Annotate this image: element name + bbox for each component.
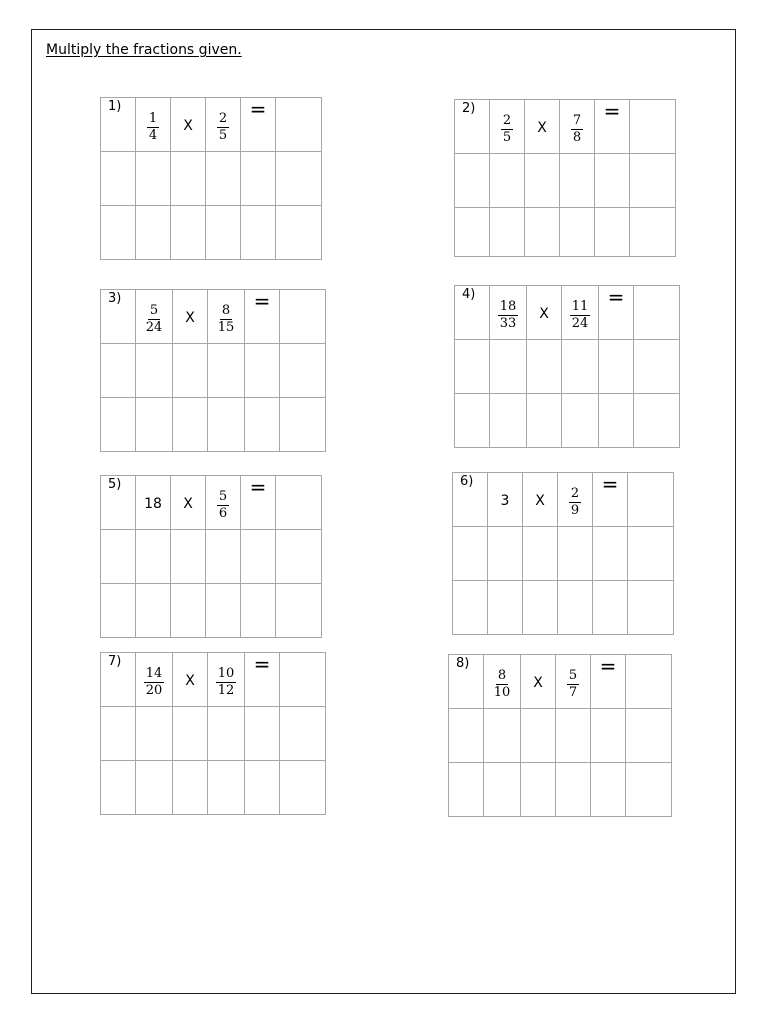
problem-number: 6)	[460, 474, 474, 489]
problem-cell	[171, 476, 206, 530]
work-cell[interactable]	[241, 206, 276, 260]
problem-cell	[527, 286, 562, 340]
work-cell[interactable]	[136, 398, 173, 452]
problem-cell	[101, 290, 136, 344]
work-cell[interactable]	[173, 761, 208, 815]
work-cell[interactable]	[484, 709, 521, 763]
work-cell[interactable]	[173, 707, 208, 761]
fraction	[570, 300, 591, 330]
work-cell[interactable]	[101, 530, 136, 584]
problem-cell	[525, 100, 560, 154]
fraction-numerator: 11	[571, 298, 589, 314]
work-cell[interactable]	[136, 206, 171, 260]
work-cell[interactable]	[630, 154, 676, 208]
work-cell[interactable]	[136, 344, 173, 398]
multiply-sign: X	[185, 673, 195, 689]
fraction	[144, 304, 165, 334]
work-cell[interactable]	[453, 581, 488, 635]
fraction-denominator: 24	[571, 315, 589, 331]
problem-cell	[101, 653, 136, 707]
work-row	[101, 344, 326, 398]
answer-cell[interactable]	[280, 290, 326, 344]
problem-cell	[245, 290, 280, 344]
work-row	[101, 530, 322, 584]
work-row	[453, 527, 674, 581]
problem-cell	[449, 655, 484, 709]
work-row	[455, 394, 680, 448]
equals-sign: =	[253, 652, 271, 676]
fraction-numerator: 18	[499, 298, 517, 314]
work-cell[interactable]	[101, 152, 136, 206]
fraction	[569, 487, 581, 517]
work-cell[interactable]	[523, 527, 558, 581]
problem-row	[101, 98, 322, 152]
work-cell[interactable]	[556, 709, 591, 763]
problem-cell	[136, 98, 171, 152]
answer-cell[interactable]	[276, 476, 322, 530]
problem-grid	[454, 99, 676, 257]
problem-row	[449, 655, 672, 709]
fraction-denominator: 9	[570, 502, 580, 518]
problem-number: 3)	[108, 291, 122, 306]
problem-cell	[241, 98, 276, 152]
work-cell[interactable]	[626, 709, 672, 763]
fraction-numerator: 2	[502, 112, 512, 128]
multiply-sign: X	[537, 120, 547, 136]
problem-cell	[558, 473, 593, 527]
problem-row	[101, 290, 326, 344]
work-cell[interactable]	[136, 584, 171, 638]
answer-cell[interactable]	[630, 100, 676, 154]
work-cell[interactable]	[245, 344, 280, 398]
work-cell[interactable]	[280, 398, 326, 452]
work-row	[449, 709, 672, 763]
problem-cell	[136, 653, 173, 707]
work-cell[interactable]	[628, 527, 674, 581]
work-cell[interactable]	[101, 398, 136, 452]
problem-cell	[484, 655, 521, 709]
work-cell[interactable]	[136, 530, 171, 584]
problem-cell	[208, 290, 245, 344]
work-cell[interactable]	[560, 154, 595, 208]
work-cell[interactable]	[208, 344, 245, 398]
work-cell[interactable]	[562, 394, 599, 448]
problem-cell	[173, 653, 208, 707]
work-cell[interactable]	[595, 154, 630, 208]
work-cell[interactable]	[101, 344, 136, 398]
work-cell[interactable]	[449, 709, 484, 763]
work-cell[interactable]	[593, 581, 628, 635]
work-cell[interactable]	[171, 530, 206, 584]
problem-cell	[241, 476, 276, 530]
work-cell[interactable]	[527, 394, 562, 448]
work-cell[interactable]	[280, 707, 326, 761]
work-cell[interactable]	[523, 581, 558, 635]
problem-cell	[490, 100, 525, 154]
answer-cell[interactable]	[628, 473, 674, 527]
work-row	[453, 581, 674, 635]
fraction-numerator: 2	[218, 110, 228, 126]
problem-number: 8)	[456, 656, 470, 671]
work-cell[interactable]	[245, 398, 280, 452]
problem-number: 5)	[108, 477, 122, 492]
problem-number: 2)	[462, 101, 476, 116]
work-cell[interactable]	[560, 208, 595, 257]
work-cell[interactable]	[525, 208, 560, 257]
problem-row	[101, 476, 322, 530]
whole-number: 3	[500, 493, 510, 509]
work-cell[interactable]	[241, 152, 276, 206]
problem-row	[455, 100, 676, 154]
work-cell[interactable]	[562, 340, 599, 394]
work-row	[455, 154, 676, 208]
work-row	[455, 208, 676, 257]
fraction-denominator: 5	[502, 129, 512, 145]
equals-sign: =	[599, 654, 617, 678]
work-cell[interactable]	[208, 398, 245, 452]
work-row	[449, 763, 672, 817]
work-cell[interactable]	[101, 584, 136, 638]
problem-cell	[136, 476, 171, 530]
equals-sign: =	[249, 475, 267, 499]
work-cell[interactable]	[276, 206, 322, 260]
work-cell[interactable]	[634, 394, 680, 448]
work-cell[interactable]	[101, 206, 136, 260]
problem-number: 4)	[462, 287, 476, 302]
work-cell[interactable]	[276, 584, 322, 638]
work-cell[interactable]	[206, 152, 241, 206]
work-cell[interactable]	[173, 398, 208, 452]
problem-cell	[599, 286, 634, 340]
work-cell[interactable]	[490, 154, 525, 208]
work-cell[interactable]	[556, 763, 591, 817]
work-cell[interactable]	[488, 581, 523, 635]
answer-cell[interactable]	[280, 653, 326, 707]
work-cell[interactable]	[525, 154, 560, 208]
fraction-denominator: 12	[217, 682, 235, 698]
fraction-numerator: 8	[221, 302, 231, 318]
multiply-sign: X	[183, 118, 193, 134]
fraction-denominator: 33	[499, 315, 517, 331]
fraction-denominator: 20	[145, 682, 163, 698]
work-cell[interactable]	[455, 154, 490, 208]
fraction-denominator: 8	[572, 129, 582, 145]
equals-sign: =	[601, 472, 619, 496]
problem-cell	[208, 653, 245, 707]
problem-cell	[245, 653, 280, 707]
problem-grid	[100, 652, 326, 815]
problem-cell	[523, 473, 558, 527]
work-cell[interactable]	[591, 709, 626, 763]
fraction	[216, 304, 237, 334]
problem-row	[101, 653, 326, 707]
problem-cell	[490, 286, 527, 340]
problem-cell	[206, 98, 241, 152]
fraction-numerator: 7	[572, 112, 582, 128]
problem-cell	[521, 655, 556, 709]
work-cell[interactable]	[453, 527, 488, 581]
problem-row	[455, 286, 680, 340]
multiply-sign: X	[539, 306, 549, 322]
fraction-denominator: 10	[493, 684, 511, 700]
work-cell[interactable]	[241, 530, 276, 584]
work-row	[101, 398, 326, 452]
work-cell[interactable]	[449, 763, 484, 817]
work-cell[interactable]	[599, 340, 634, 394]
fraction	[217, 490, 229, 520]
work-cell[interactable]	[490, 394, 527, 448]
instruction-heading: Multiply the fractions given.	[46, 42, 242, 58]
fraction-denominator: 24	[145, 319, 163, 335]
work-cell[interactable]	[280, 344, 326, 398]
whole-number: 18	[144, 496, 162, 512]
fraction-numerator: 8	[497, 667, 507, 683]
problem-cell	[455, 100, 490, 154]
work-cell[interactable]	[208, 761, 245, 815]
fraction	[216, 667, 237, 697]
work-row	[101, 707, 326, 761]
work-cell[interactable]	[455, 394, 490, 448]
fraction-denominator: 5	[218, 127, 228, 143]
work-cell[interactable]	[241, 584, 276, 638]
work-row	[101, 584, 322, 638]
work-cell[interactable]	[206, 206, 241, 260]
problem-grid	[100, 289, 326, 452]
fraction	[144, 667, 165, 697]
work-cell[interactable]	[280, 761, 326, 815]
work-cell[interactable]	[593, 527, 628, 581]
fraction-denominator: 7	[568, 684, 578, 700]
problem-number: 1)	[108, 99, 122, 114]
work-cell[interactable]	[136, 707, 173, 761]
work-cell[interactable]	[527, 340, 562, 394]
problem-number: 7)	[108, 654, 122, 669]
problem-cell	[593, 473, 628, 527]
work-cell[interactable]	[171, 584, 206, 638]
problem-cell	[171, 98, 206, 152]
work-cell[interactable]	[101, 707, 136, 761]
problem-cell	[173, 290, 208, 344]
work-row	[101, 152, 322, 206]
work-cell[interactable]	[173, 344, 208, 398]
work-cell[interactable]	[136, 761, 173, 815]
work-cell[interactable]	[630, 208, 676, 257]
fraction	[567, 669, 579, 699]
fraction-denominator: 6	[218, 505, 228, 521]
work-cell[interactable]	[634, 340, 680, 394]
problem-cell	[560, 100, 595, 154]
work-cell[interactable]	[276, 152, 322, 206]
problem-cell	[101, 476, 136, 530]
work-cell[interactable]	[206, 530, 241, 584]
problem-cell	[453, 473, 488, 527]
work-cell[interactable]	[276, 530, 322, 584]
equals-sign: =	[607, 285, 625, 309]
work-cell[interactable]	[208, 707, 245, 761]
fraction	[492, 669, 513, 699]
problem-cell	[206, 476, 241, 530]
fraction	[571, 114, 583, 144]
work-cell[interactable]	[626, 763, 672, 817]
multiply-sign: X	[535, 493, 545, 509]
problem-cell	[562, 286, 599, 340]
fraction-numerator: 5	[218, 488, 228, 504]
problem-grid	[100, 97, 322, 260]
problem-cell	[101, 98, 136, 152]
fraction-denominator: 15	[217, 319, 235, 335]
fraction-numerator: 14	[145, 665, 163, 681]
work-cell[interactable]	[455, 340, 490, 394]
answer-cell[interactable]	[634, 286, 680, 340]
problem-row	[453, 473, 674, 527]
problem-cell	[595, 100, 630, 154]
problem-cell	[488, 473, 523, 527]
work-cell[interactable]	[171, 152, 206, 206]
fraction-denominator: 4	[148, 127, 158, 143]
work-cell[interactable]	[455, 208, 490, 257]
work-cell[interactable]	[488, 527, 523, 581]
fraction	[498, 300, 519, 330]
work-cell[interactable]	[521, 763, 556, 817]
work-cell[interactable]	[206, 584, 241, 638]
problem-grid	[100, 475, 322, 638]
multiply-sign: X	[533, 675, 543, 691]
problem-grid	[448, 654, 672, 817]
work-cell[interactable]	[591, 763, 626, 817]
work-cell[interactable]	[490, 208, 525, 257]
work-cell[interactable]	[136, 152, 171, 206]
equals-sign: =	[249, 97, 267, 121]
work-cell[interactable]	[484, 763, 521, 817]
work-row	[101, 761, 326, 815]
fraction	[147, 112, 159, 142]
fraction	[217, 112, 229, 142]
problem-grid	[452, 472, 674, 635]
work-cell[interactable]	[245, 707, 280, 761]
work-cell[interactable]	[628, 581, 674, 635]
fraction-numerator: 1	[148, 110, 158, 126]
work-cell[interactable]	[558, 527, 593, 581]
fraction-numerator: 2	[570, 485, 580, 501]
problem-cell	[455, 286, 490, 340]
fraction-numerator: 10	[217, 665, 235, 681]
work-row	[455, 340, 680, 394]
work-cell[interactable]	[101, 761, 136, 815]
equals-sign: =	[253, 289, 271, 313]
fraction	[501, 114, 513, 144]
answer-cell[interactable]	[626, 655, 672, 709]
work-cell[interactable]	[245, 761, 280, 815]
work-cell[interactable]	[171, 206, 206, 260]
work-cell[interactable]	[558, 581, 593, 635]
work-cell[interactable]	[595, 208, 630, 257]
multiply-sign: X	[185, 310, 195, 326]
work-cell[interactable]	[490, 340, 527, 394]
work-cell[interactable]	[521, 709, 556, 763]
problem-cell	[591, 655, 626, 709]
problem-cell	[136, 290, 173, 344]
work-row	[101, 206, 322, 260]
work-cell[interactable]	[599, 394, 634, 448]
fraction-numerator: 5	[149, 302, 159, 318]
problem-cell	[556, 655, 591, 709]
multiply-sign: X	[183, 496, 193, 512]
equals-sign: =	[603, 99, 621, 123]
answer-cell[interactable]	[276, 98, 322, 152]
fraction-numerator: 5	[568, 667, 578, 683]
problem-grid	[454, 285, 680, 448]
